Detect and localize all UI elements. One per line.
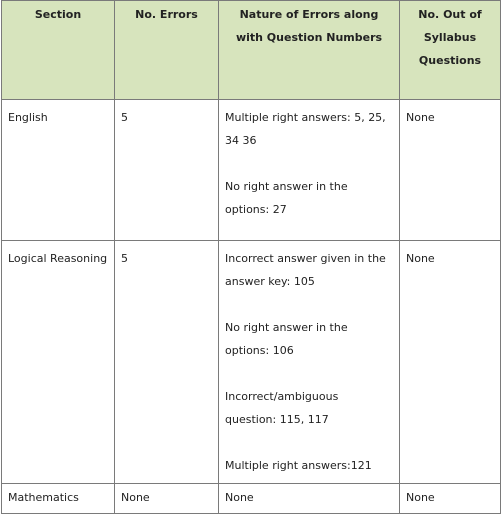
nature-item: Incorrect/ambiguous question: 115, 117 — [225, 390, 339, 426]
errors-table — [1, 0, 501, 514]
nature-item: No right answer in the options: 27 — [225, 180, 348, 216]
nature-item: No right answer in the options: 106 — [225, 321, 348, 357]
table-row — [2, 100, 501, 241]
header-row — [2, 1, 501, 100]
nature-item: Multiple right answers: 5, 25, 34 36 — [225, 111, 386, 147]
cell-nature — [219, 100, 400, 241]
cell-out-of-syllabus: None — [400, 100, 501, 241]
cell-errors: 5 — [115, 241, 219, 484]
cell-nature — [219, 484, 400, 514]
header-out-of-syllabus: No. Out of Syllabus Questions — [400, 1, 501, 100]
cell-section: Logical Reasoning — [2, 241, 115, 484]
header-no-errors: No. Errors — [115, 1, 219, 100]
cell-out-of-syllabus: None — [400, 484, 501, 514]
table-row — [2, 241, 501, 484]
cell-out-of-syllabus: None — [400, 241, 501, 484]
cell-section: English — [2, 100, 115, 241]
table-row — [2, 484, 501, 514]
cell-section: Mathematics — [2, 484, 115, 514]
header-nature-of-errors: Nature of Errors along with Question Numbers — [219, 1, 400, 100]
nature-item: Multiple right answers:121 — [225, 459, 372, 472]
header-section: Section — [2, 1, 115, 100]
nature-item: None — [225, 491, 254, 504]
nature-item: Incorrect answer given in the answer key: 105 — [225, 252, 386, 288]
cell-errors: None — [115, 484, 219, 514]
cell-nature — [219, 241, 400, 484]
cell-errors: 5 — [115, 100, 219, 241]
